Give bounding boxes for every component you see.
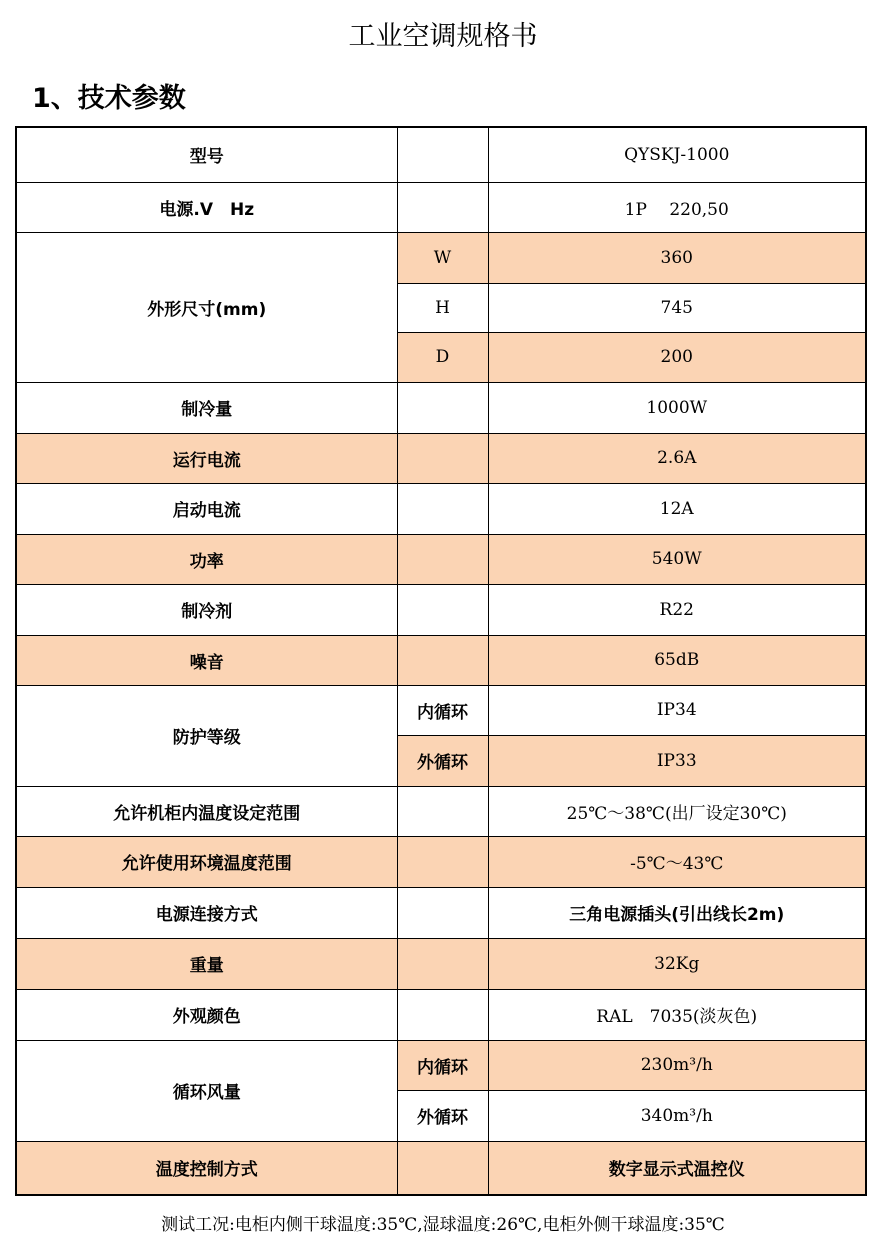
airflow-inner-label: 内循环 [397, 1040, 488, 1090]
weight-label: 重量 [16, 938, 397, 989]
table-row [16, 232, 866, 283]
power-sub [397, 534, 488, 584]
starting-current-label: 启动电流 [16, 483, 397, 534]
table-row [16, 786, 866, 836]
dimension-d-value: 200 [488, 332, 866, 382]
noise-sub [397, 635, 488, 685]
table-row [16, 836, 866, 887]
table-row [16, 534, 866, 584]
refrigerant-label: 制冷剂 [16, 584, 397, 635]
temp-control-label: 温度控制方式 [16, 1141, 397, 1195]
protection-outer-value: IP33 [488, 735, 866, 786]
cabinet-temp-sub [397, 786, 488, 836]
color-sub [397, 989, 488, 1040]
table-row [16, 938, 866, 989]
airflow-outer-value: 340m³/h [488, 1090, 866, 1141]
ambient-temp-value: -5℃～43℃ [488, 836, 866, 887]
power-connection-label: 电源连接方式 [16, 887, 397, 938]
protection-label: 防护等级 [16, 685, 397, 786]
model-value: QYSKJ-1000 [488, 127, 866, 182]
running-current-label: 运行电流 [16, 433, 397, 483]
dimension-w-label: W [397, 232, 488, 283]
table-row [16, 685, 866, 735]
weight-sub [397, 938, 488, 989]
cooling-capacity-label: 制冷量 [16, 382, 397, 433]
power-supply-sub [397, 182, 488, 232]
noise-value: 65dB [488, 635, 866, 685]
table-row [16, 1040, 866, 1090]
protection-inner-label: 内循环 [397, 685, 488, 735]
ambient-temp-sub [397, 836, 488, 887]
table-row [16, 989, 866, 1040]
table-row [16, 887, 866, 938]
power-label: 功率 [16, 534, 397, 584]
table-row [16, 483, 866, 534]
cabinet-temp-value: 25℃～38℃(出厂设定30℃) [488, 786, 866, 836]
table-row [16, 433, 866, 483]
test-conditions-note: 测试工况:电柜内侧干球温度:35℃,湿球温度:26℃,电柜外侧干球温度:35℃ [161, 1215, 725, 1235]
starting-current-value: 12A [488, 483, 866, 534]
document-title: 工业空调规格书 [348, 21, 538, 52]
power-connection-sub [397, 887, 488, 938]
model-label: 型号 [16, 127, 397, 182]
protection-outer-label: 外循环 [397, 735, 488, 786]
running-current-sub [397, 433, 488, 483]
table-row [16, 382, 866, 433]
table-row [16, 635, 866, 685]
power-supply-label: 电源.V Hz [16, 182, 397, 232]
spec-table [15, 126, 867, 1196]
temp-control-sub [397, 1141, 488, 1195]
cooling-capacity-sub [397, 382, 488, 433]
color-value: RAL 7035(淡灰色) [488, 989, 866, 1040]
protection-inner-value: IP34 [488, 685, 866, 735]
ambient-temp-label: 允许使用环境温度范围 [16, 836, 397, 887]
power-value: 540W [488, 534, 866, 584]
noise-label: 噪音 [16, 635, 397, 685]
cabinet-temp-label: 允许机柜内温度设定范围 [16, 786, 397, 836]
refrigerant-sub [397, 584, 488, 635]
color-label: 外观颜色 [16, 989, 397, 1040]
dimensions-label: 外形尺寸(mm) [16, 232, 397, 382]
dimension-w-value: 360 [488, 232, 866, 283]
refrigerant-value: R22 [488, 584, 866, 635]
airflow-label: 循环风量 [16, 1040, 397, 1141]
table-row [16, 127, 866, 182]
table-row [16, 1141, 866, 1195]
section-heading: 1、技术参数 [32, 83, 186, 114]
weight-value: 32Kg [488, 938, 866, 989]
temp-control-value: 数字显示式温控仪 [488, 1141, 866, 1195]
cooling-capacity-value: 1000W [488, 382, 866, 433]
dimension-h-label: H [397, 283, 488, 332]
power-supply-value: 1P 220,50 [488, 182, 866, 232]
running-current-value: 2.6A [488, 433, 866, 483]
dimension-d-label: D [397, 332, 488, 382]
model-sub [397, 127, 488, 182]
airflow-outer-label: 外循环 [397, 1090, 488, 1141]
power-connection-value: 三角电源插头(引出线长2m) [488, 887, 866, 938]
table-row [16, 182, 866, 232]
dimension-h-value: 745 [488, 283, 866, 332]
starting-current-sub [397, 483, 488, 534]
airflow-inner-value: 230m³/h [488, 1040, 866, 1090]
table-row [16, 584, 866, 635]
